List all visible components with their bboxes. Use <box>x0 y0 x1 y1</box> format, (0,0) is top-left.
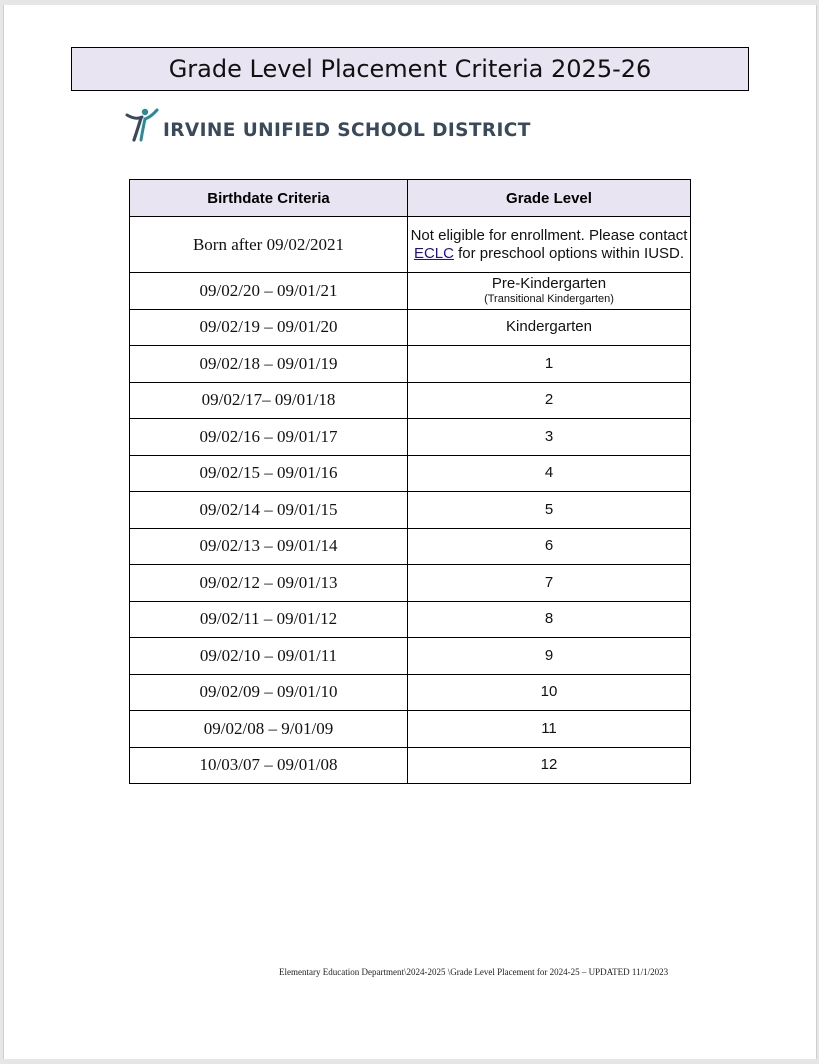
logo-text: IRVINE UNIFIED SCHOOL DISTRICT <box>163 119 531 141</box>
page-footer: Elementary Education Department\2024-2025 \Grade Level Placement for 2024-25 – UPDATED 11/1/2023 <box>279 967 669 977</box>
birthdate-cell: 09/02/18 – 09/01/19 <box>130 346 408 383</box>
birthdate-cell: 09/02/17– 09/01/18 <box>130 382 408 419</box>
table-row <box>130 346 691 383</box>
table-row <box>130 674 691 711</box>
birthdate-cell: 09/02/10 – 09/01/11 <box>130 638 408 675</box>
table-row <box>130 273 691 310</box>
table-row <box>130 217 691 273</box>
iusd-figure-logo-icon <box>124 106 160 146</box>
page-title: Grade Level Placement Criteria 2025-26 <box>71 47 749 91</box>
grade-cell: 7 <box>408 565 691 602</box>
grade-cell: 1 <box>408 346 691 383</box>
header-birthdate-criteria: Birthdate Criteria <box>130 180 408 217</box>
not-eligible-text: Not eligible for enrollment. Please contact <box>410 226 688 244</box>
grade-cell: 8 <box>408 601 691 638</box>
grade-cell: 9 <box>408 638 691 675</box>
grade-cell: Kindergarten <box>408 309 691 346</box>
table-row <box>130 638 691 675</box>
grade-cell: 11 <box>408 711 691 748</box>
table-header-row <box>130 180 691 217</box>
table-row <box>130 528 691 565</box>
preschool-options-text: for preschool options within IUSD. <box>453 244 685 262</box>
eclc-link[interactable]: ECLC <box>413 244 454 262</box>
birthdate-cell: 09/02/15 – 09/01/16 <box>130 455 408 492</box>
grade-cell: 6 <box>408 528 691 565</box>
birthdate-cell: 09/02/09 – 09/01/10 <box>130 674 408 711</box>
document-page <box>3 5 817 1059</box>
birthdate-cell: 09/02/12 – 09/01/13 <box>130 565 408 602</box>
grade-cell <box>408 273 691 310</box>
grade-cell <box>408 217 691 273</box>
birthdate-cell: 09/02/19 – 09/01/20 <box>130 309 408 346</box>
table-row <box>130 309 691 346</box>
birthdate-cell: 09/02/13 – 09/01/14 <box>130 528 408 565</box>
grade-cell: 10 <box>408 674 691 711</box>
table-row <box>130 565 691 602</box>
grade-cell: 12 <box>408 747 691 784</box>
birthdate-cell: 09/02/11 – 09/01/12 <box>130 601 408 638</box>
table-row <box>130 711 691 748</box>
birthdate-cell: 09/02/16 – 09/01/17 <box>130 419 408 456</box>
table-row <box>130 747 691 784</box>
table-row <box>130 492 691 529</box>
grade-cell: 3 <box>408 419 691 456</box>
grade-cell: 4 <box>408 455 691 492</box>
birthdate-cell: 09/02/14 – 09/01/15 <box>130 492 408 529</box>
table-row <box>130 382 691 419</box>
birthdate-cell: 09/02/08 – 9/01/09 <box>130 711 408 748</box>
grade-cell: 5 <box>408 492 691 529</box>
table-row <box>130 419 691 456</box>
grade-sublabel: (Transitional Kindergarten) <box>484 293 614 306</box>
grade-cell: 2 <box>408 382 691 419</box>
birthdate-cell: Born after 09/02/2021 <box>130 217 408 273</box>
placement-table <box>129 179 691 784</box>
table-row <box>130 601 691 638</box>
grade-label: Pre-Kindergarten <box>491 275 607 293</box>
header-grade-level: Grade Level <box>408 180 691 217</box>
birthdate-cell: 10/03/07 – 09/01/08 <box>130 747 408 784</box>
birthdate-cell: 09/02/20 – 09/01/21 <box>130 273 408 310</box>
district-logo <box>124 106 531 146</box>
table-row <box>130 455 691 492</box>
